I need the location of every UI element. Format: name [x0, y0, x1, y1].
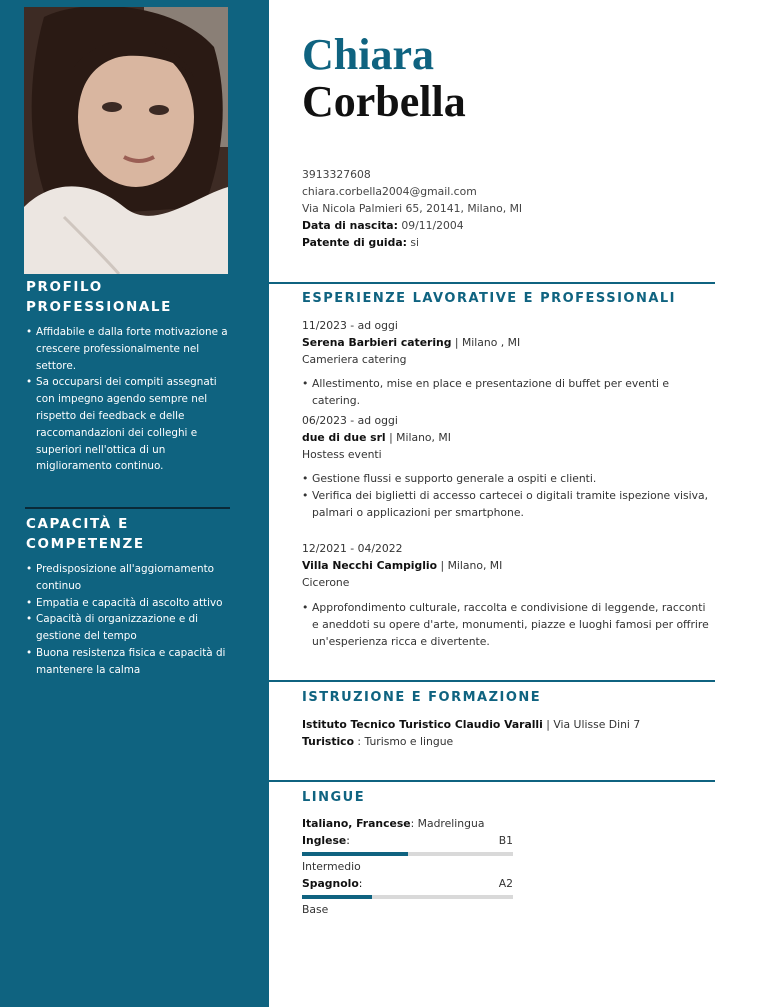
school-line [302, 716, 640, 733]
language-level-bar [302, 895, 513, 899]
study-field-line [302, 733, 453, 750]
driving-license-label: Patente di guida: [302, 236, 407, 249]
language-name: Spagnolo [302, 877, 359, 890]
language-level-text: Intermedio [302, 860, 361, 873]
first-name: Chiara [302, 30, 434, 79]
profile-heading-line1: PROFILO [26, 279, 103, 295]
language-row [302, 875, 513, 892]
profile-photo [24, 7, 228, 274]
job-company-line [302, 429, 451, 446]
birth-date-value: 09/11/2004 [401, 219, 464, 232]
list-item: • Buona resistenza fisica e capacità di mantenere la calma [26, 645, 231, 679]
job-company: Villa Necchi Campiglio [302, 559, 438, 572]
job-period: 12/2021 - 04/2022 [302, 542, 403, 555]
birth-date-label: Data di nascita: [302, 219, 398, 232]
experience-heading: ESPERIENZE LAVORATIVE E PROFESSIONALI [302, 291, 677, 306]
skills-heading-line2: COMPETENZE [26, 536, 145, 552]
sidebar [0, 0, 269, 1007]
list-item: • Sa occuparsi dei compiti assegnati con impegno agendo sempre nel rispetto dei feedback e delle raccomandazioni dei colleghi e superiori nell'ottica di un miglioramento continuo. [26, 374, 231, 475]
job-bullets [302, 470, 714, 521]
job-role: Hostess eventi [302, 448, 382, 461]
section-divider [269, 680, 715, 682]
skills-heading [26, 514, 145, 554]
skills-list [26, 561, 231, 679]
job-role: Cicerone [302, 576, 350, 589]
list-item: • Capacità di organizzazione e di gestione del tempo [26, 611, 231, 645]
phone: 3913327608 [302, 168, 371, 181]
address: Via Nicola Palmieri 65, 20141, Milano, MI [302, 202, 523, 215]
job-bullets [302, 599, 714, 650]
language-level: B1 [498, 834, 513, 847]
driving-license-value: si [410, 236, 420, 249]
section-divider [269, 780, 715, 782]
last-name: Corbella [302, 77, 466, 126]
language-name: Inglese [302, 834, 347, 847]
job-location: | Milano, MI [385, 431, 451, 444]
list-item: • Empatia e capacità di ascolto attivo [26, 595, 231, 612]
list-item: • Verifica dei biglietti di accesso cartecei o digitali tramite ispezione visiva, palmari o applicazioni per smartphone. [302, 487, 714, 521]
study-field-value: : Turismo e lingue [354, 735, 454, 748]
job-company: Serena Barbieri catering [302, 336, 452, 349]
skills-heading-line1: CAPACITÀ E [26, 516, 129, 532]
birth-date [302, 217, 522, 234]
divider [25, 507, 230, 509]
job-period: 06/2023 - ad oggi [302, 414, 398, 427]
job-location: | Milano, MI [437, 559, 503, 572]
profile-photo-illustration [24, 7, 228, 274]
profile-heading-line2: PROFESSIONALE [26, 299, 172, 315]
language-level-text: Base [302, 903, 329, 916]
job-company: due di due srl [302, 431, 386, 444]
study-field-label: Turistico [302, 735, 354, 748]
language-level: A2 [498, 877, 513, 890]
job-company-line [302, 334, 520, 351]
native-languages-label: Italiano, Francese [302, 817, 411, 830]
native-languages-value: : Madrelingua [410, 817, 485, 830]
list-item: • Gestione flussi e supporto generale a ospiti e clienti. [302, 470, 714, 487]
job-company-line [302, 557, 502, 574]
school-location: | Via Ulisse Dini 7 [542, 718, 641, 731]
school-name: Istituto Tecnico Turistico Claudio Varalli [302, 718, 543, 731]
language-level-bar [302, 852, 513, 856]
language-level-bar-fill [302, 895, 372, 899]
email: chiara.corbella2004@gmail.com [302, 185, 477, 198]
profile-heading [26, 277, 172, 317]
job-bullets [302, 375, 714, 409]
profile-list [26, 324, 231, 475]
list-item: • Affidabile e dalla forte motivazione a crescere professionalmente nel settore. [26, 324, 231, 374]
section-divider [269, 282, 715, 284]
education-heading: ISTRUZIONE E FORMAZIONE [302, 690, 542, 705]
language-name-suffix: : [346, 834, 350, 847]
job-period: 11/2023 - ad oggi [302, 319, 398, 332]
list-item: • Predisposizione all'aggiornamento continuo [26, 561, 231, 595]
language-row [302, 832, 513, 849]
driving-license [302, 234, 522, 251]
languages-heading: LINGUE [302, 790, 366, 805]
job-role: Cameriera catering [302, 353, 407, 366]
list-item: • Approfondimento culturale, raccolta e condivisione di leggende, racconti e aneddoti su opere d'arte, monumenti, piazze e luoghi famosi per offrire un'esperienza ricca e divertente. [302, 599, 714, 650]
job-location: | Milano , MI [451, 336, 521, 349]
language-level-bar-fill [302, 852, 408, 856]
language-name-suffix: : [358, 877, 363, 890]
contact-block [302, 166, 522, 251]
list-item: • Allestimento, mise en place e presentazione di buffet per eventi e catering. [302, 375, 714, 409]
native-languages [302, 815, 484, 832]
